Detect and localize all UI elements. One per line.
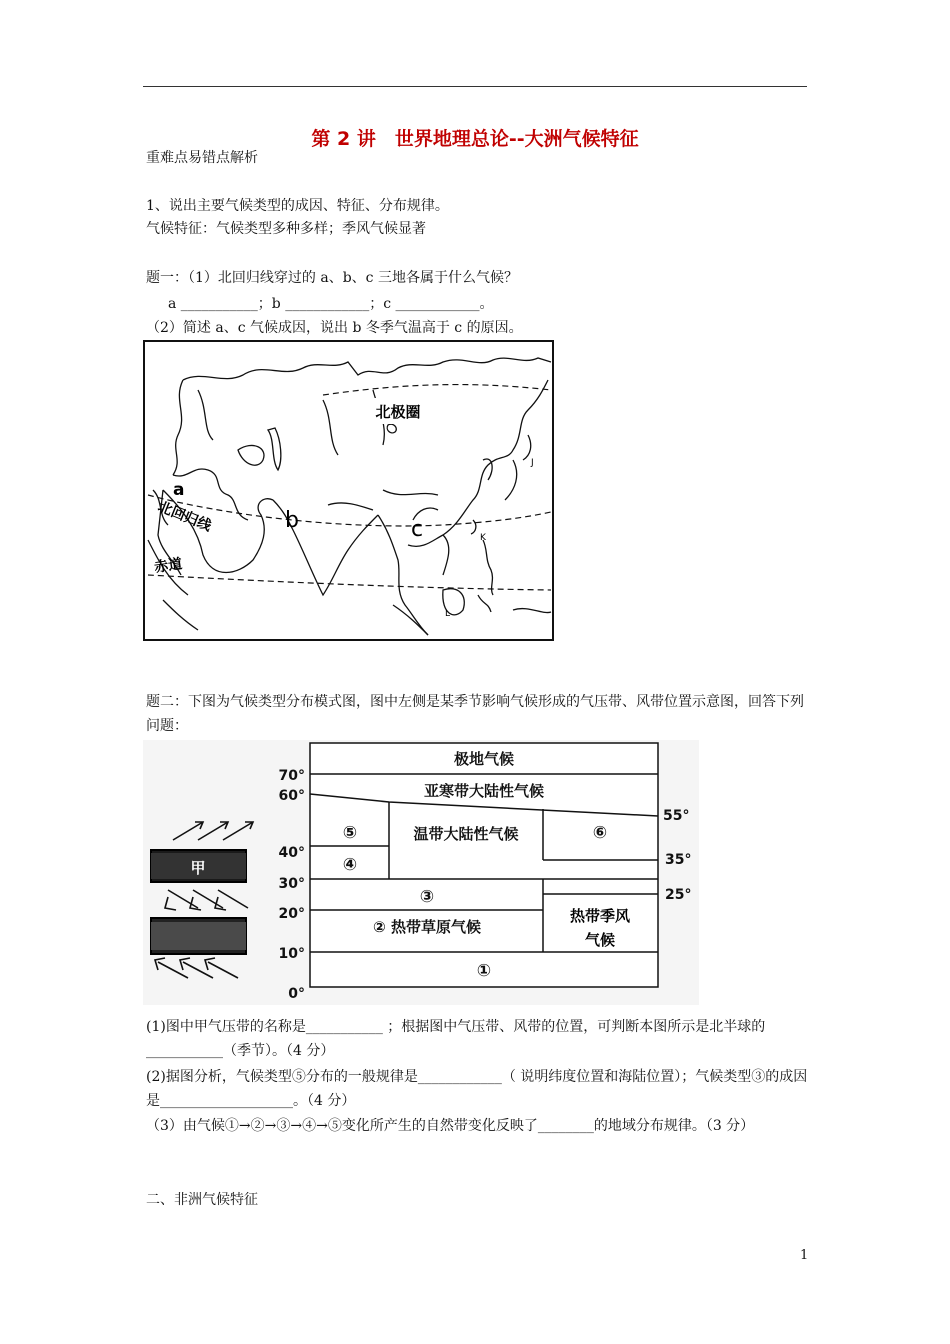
point-k-label: K (480, 533, 486, 543)
lat-left-40: 40° (278, 845, 305, 861)
page-title: 第 2 讲 世界地理总论--大洲气候特征 (311, 128, 639, 150)
q1-line1: 题一：（1）北回归线穿过的 a、b、c 三地各属于什么气候？ (146, 270, 518, 286)
header-rule (143, 86, 807, 87)
tropic-label: 北回归线 (155, 498, 214, 535)
lat-right-55: 55° (663, 808, 690, 824)
tropical-grassland-label: ② 热带草原气候 (373, 918, 481, 936)
asia-map (143, 340, 555, 642)
point-j-label: J (531, 458, 534, 468)
q2-intro: 题二：下图为气候类型分布模式图，图中左侧是某季节影响气候形成的气压带、风带位置示意图，回答下列问题： (146, 694, 804, 734)
equator-label: 赤道 (153, 556, 184, 576)
tropical-monsoon-label: 热带季风气候 (569, 907, 631, 949)
subtitle: 重难点易错点解析 (146, 150, 258, 166)
section-2-heading: 二、非洲气候特征 (146, 1192, 258, 1208)
q2-sub1: (1)图中甲气压带的名称是___________ ；根据图中气压带、风带的位置，可判断本图所示是北半球的___________（季节）。（4 分） (146, 1019, 766, 1059)
lat-right-25: 25° (665, 887, 692, 903)
climate-6: ⑥ (592, 823, 608, 843)
climate-3: ③ (419, 887, 435, 907)
arctic-label: 北极圈 (375, 403, 421, 421)
q1-blanks: a ___________；b ____________；c ____________。 (168, 296, 494, 312)
right-latitudes (663, 808, 691, 903)
lat-left-70: 70° (278, 768, 305, 784)
lat-right-35: 35° (665, 852, 692, 868)
temperate-continental-label: 温带大陆性气候 (413, 825, 519, 843)
point-a-label: a (173, 480, 185, 500)
climate-5: ⑤ (342, 823, 358, 843)
jia-label: 甲 (190, 859, 206, 877)
subarctic-label: 亚寒带大陆性气候 (423, 782, 545, 800)
climate-model-diagram (143, 740, 699, 1005)
climate-feature: 气候特征：气候类型多种多样；季风气候显著 (146, 221, 426, 237)
q2-sub3: （3）由气候①→②→③→④→⑤变化所产生的自然带变化反映了________的地域分布规律。（3 分） (146, 1118, 755, 1134)
polar-label: 极地气候 (453, 750, 515, 768)
q1-line2: （2）简述 a、c 气候成因，说出 b 冬季气温高于 c 的原因。 (146, 320, 523, 336)
lat-left-30: 30° (278, 876, 305, 892)
climate-1: ① (476, 961, 492, 981)
lat-left-10: 10° (278, 946, 305, 962)
point-1: 1、说出主要气候类型的成因、特征、分布规律。 (146, 198, 449, 214)
page-number: 1 (800, 1248, 809, 1263)
lat-left-60: 60° (278, 788, 305, 804)
point-l-label: L (445, 609, 451, 619)
lat-left-20: 20° (278, 906, 305, 922)
climate-4: ④ (342, 855, 358, 875)
point-b-label: b (285, 508, 299, 533)
lat-left-0: 0° (288, 986, 305, 1002)
point-c-label: c (411, 517, 424, 542)
q2-sub2: (2)据图分析，气候类型⑤分布的一般规律是____________（ 说明纬度位置和海陆位置）；气候类型③的成因是___________________。（4 分） (146, 1069, 808, 1109)
